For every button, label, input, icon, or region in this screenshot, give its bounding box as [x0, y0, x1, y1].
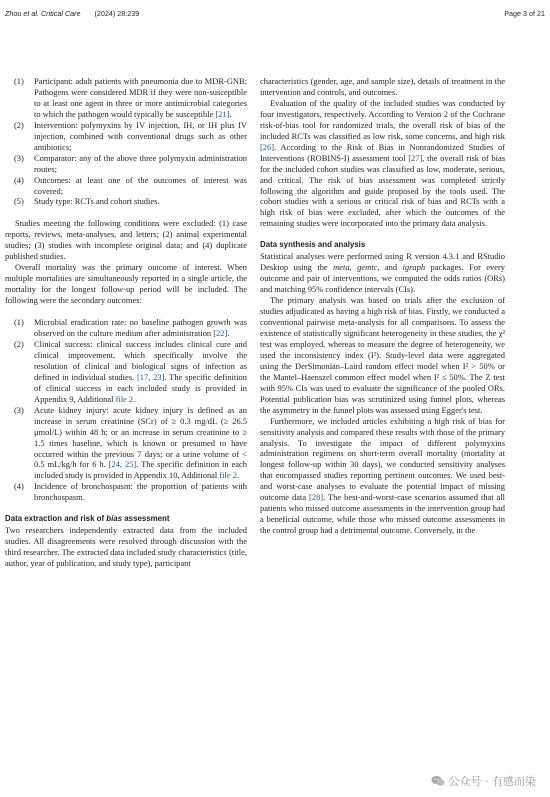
journal-name: Zhou et al. Critical Care: [5, 9, 81, 18]
citation-link[interactable]: [17, 23]: [136, 371, 165, 382]
citation-link[interactable]: [22]: [213, 328, 228, 339]
list-item: (3) Comparator: any of the above three polymyxin administration routes;: [14, 152, 247, 174]
header-citation: [5, 9, 139, 18]
watermark-text: 公众号 · 有感而染: [448, 775, 536, 788]
watermark: [431, 773, 537, 789]
citation-link[interactable]: [21]: [215, 108, 230, 119]
running-header: [5, 9, 545, 23]
list-item: (2) Intervention: polymyxins by IV injection, IH, or IH plus IV injection, combined with conventional drugs such as other antibiotics;: [14, 119, 247, 152]
list-item: (4) Outcomes: at least one of the outcomes of interest was covered;: [14, 174, 247, 196]
file-link[interactable]: file 2: [115, 393, 134, 404]
section-heading: Data synthesis and analysis: [260, 240, 366, 250]
list-item: (2) Clinical success: clinical success includes clinical cure and clinical improvement, which specifically involve the resolution of clinical and biological signs of infection as defined in individual studies. [17, 23]. The specific definition of clinical success in each included study is provided in Appendix 9, Additional file 2.: [14, 338, 247, 404]
software-paragraph: Statistical analyses were performed using R version 4.3.1 and RStudio Desktop using the meta, gemtc, and igraph packages. For every outcome and pair of interventions, we computed the odds ratios (ORs) and matching 95% confidence intervals (CIs).: [260, 251, 505, 295]
list-item: (5) Study type: RCTs and cohort studies.: [14, 196, 160, 207]
secondary-outcomes-list: [5, 317, 247, 503]
list-item: (4) Incidence of bronchospasm: the proportion of patients with bronchospasm.: [14, 481, 247, 503]
pico-criteria-list: [5, 76, 247, 207]
extraction-paragraph: Two researchers independently extracted data from the included studies. All disagreements were resolved through discussion with the third researcher. The extracted data included study characteristics (title, author, year of publication, and study type), participant: [5, 525, 247, 569]
continued-paragraph: characteristics (gender, age, and sample size), details of treatment in the intervention and controls, and outcomes.: [260, 76, 505, 97]
list-item: (1) Microbial eradication rate: no baseline pathogen growth was observed on the culture medium after administration [22].: [14, 317, 247, 339]
sensitivity-analysis-paragraph: Furthermore, we included articles exhibiting a high risk of bias for sensitivity analysis and compared these results with those of the primary analysis. To investigate the impact of different polymyxins administration regimens on short-term overall mortality (mortality at longest follow-up within 30 days), we conducted sensitivity analyses that encompassed studies reporting pertinent outcomes. We used best- and worst-case analyses to evaluate the potential impact of missing outcome data [28]. The best-and-worst-case scenarios assumed that all patients who missed outcome assessments in the intervention group had a beneficial outcome, while those who missed outcome assessments in the control group had a detrimental outcome. Conversely, in the: [260, 415, 505, 536]
file-link[interactable]: file 2: [219, 470, 237, 481]
citation-link[interactable]: [24, 25]: [108, 459, 137, 470]
citation-link[interactable]: [26]: [260, 141, 275, 152]
section-heading: Data extraction and risk of bias assessment: [5, 514, 170, 524]
primary-analysis-paragraph: The primary analysis was based on trials after the exclusion of studies adjudicated as having a high risk of bias. Firstly, we conducted a conventional pairwise meta-analysis for all comparisons. To assess the existence of statistically significant heterogeneity in these studies, the χ² test was employed, whereas to measure the degree of heterogeneity, we used the inconsistency index (I²). Study-level data were aggregated using the DerSimonian–Laird random effect model when I² > 50% or the Mantel–Haenszel common effect model when I² ≤ 50%. The Z test with 95% CIs was used to evaluate the significance of the pooled ORs. Potential publication bias was scrutinized using funnel plots, whereas the asymmetry in the funnel plots was assessed using Egger's test.: [260, 295, 505, 415]
primary-outcome-paragraph: Overall mortality was the primary outcome of interest. When multiple mortalities are simultaneously reported in a single article, the mortality for the longest follow-up period will be included. The following were the secondary outcomes:: [5, 262, 247, 306]
citation-link[interactable]: [27]: [408, 152, 423, 163]
left-column: [5, 76, 247, 569]
year-volume: (2024) 28:239: [94, 9, 140, 18]
list-item: (1) Participant: adult patients with pneumonia due to MDR-GNB; Pathogens were considered MDR if they were non-susceptible to at least one agent in three or more antimicrobial categories to which the pathogen would typically be susceptible [21].: [14, 76, 247, 119]
citation-link[interactable]: [28]: [309, 492, 324, 503]
right-column: [260, 76, 505, 536]
exclusion-paragraph: Studies meeting the following conditions were excluded: (1) case reports, reviews, meta-analyses, and letters; (2) animal experimental studies; (3) studies with incomplete original data; and (4) duplicate published studies.: [5, 218, 247, 262]
quality-evaluation-paragraph: Evaluation of the quality of the included studies was conducted by four investigators, respectively. According to Version 2 of the Cochrane risk-of-bias tool for randomized trials, the overall risk of bias of the included RCTs was classified as low risk, some concerns, and high risk [26]. According to the Risk of Bias in Nonrandomized Studies of Interventions (ROBINS-I) assessment tool [27], the overall risk of bias for the included cohort studies was classified as low, moderate, serious, and critical. The risk of bias assessment was completed strictly following the algorithm and guide proposed by the tools used. The cohort studies with a serious or critical risk of bias and RCTs with a high risk of bias were excluded, after which the outcomes of the remaining studies were incorporated into the primary data analysis.: [260, 97, 506, 229]
page-number: Page 3 of 21: [504, 9, 545, 18]
wechat-icon: [431, 775, 445, 787]
list-item: (3) Acute kidney injury: acute kidney injury is defined as an increase in serum creatinine (SCr) of ≥ 0.3 mg/dL (≥ 26.5 μmol/L) within 48 h; or an increase in serum creatinine to ≥ 1.5 times baseline, which is known or presumed to have occurred within the previous 7 days; or a urine volume of < 0.5 mL/kg/h for 6 h. [24, 25]. The specific definition in each included study is provided in Appendix 10, Additional file 2.: [14, 404, 247, 481]
